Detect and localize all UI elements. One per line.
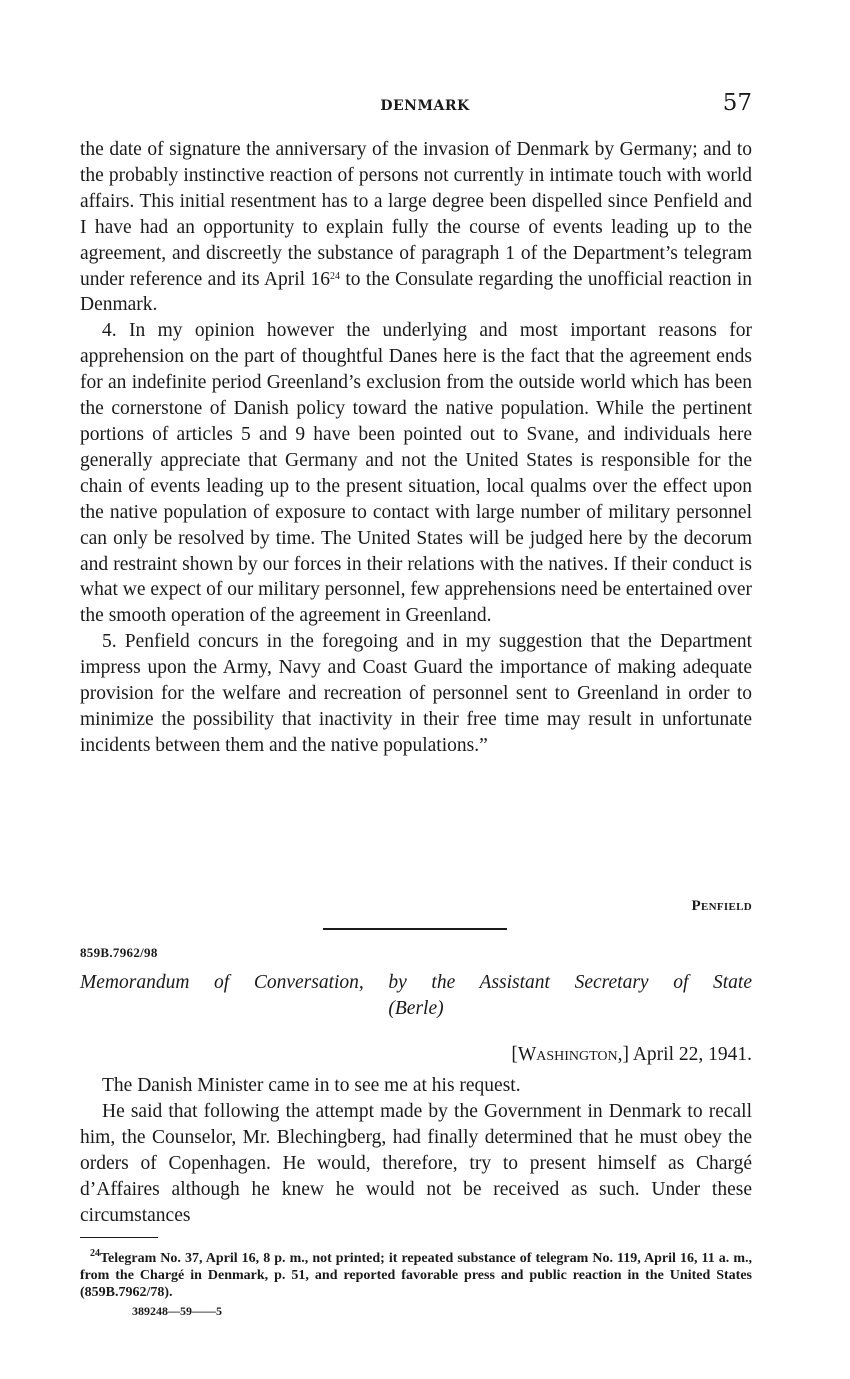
footnote-marker: 24: [90, 1248, 100, 1259]
memo-title-line: Memorandum of Conversation, by the Assistant Secretary of State: [80, 972, 752, 993]
memo-title: [80, 970, 752, 1022]
section-divider: [323, 928, 507, 930]
dateline-place: [Washington,]: [511, 1044, 630, 1065]
memo-paragraph-1: The Danish Minister came in to see me at his request.: [102, 1075, 521, 1096]
footnote-text: Telegram No. 37, April 16, 8 p. m., not printed; it repeated substance of telegram No. 119, April 16, 11 a. m., from the Chargé in Denmark, p. 51, and reported favorable press and public reaction in the United States (859B.7962/78).: [80, 1251, 752, 1300]
printer-mark: 389248—59——5: [132, 1304, 222, 1318]
paragraph-5: 5. Penfield concurs in the foregoing and in my suggestion that the Department impress upon the Army, Navy and Coast Guard the importance of making adequate provision for the welfare and recreation of personnel sent to Greenland in order to minimize the possibility that inactivity in their free time may result in unfortunate incidents between them and the native populations.”: [80, 631, 752, 756]
memo-body: [80, 1073, 752, 1229]
memo-paragraph-2: He said that following the attempt made by the Government in Denmark to recall him, the Counselor, Mr. Blechingberg, had finally determined that he must obey the orders of Copenhagen. He would, therefore, try to present himself as Chargé d’Affaires although he knew he would not be received as such. Under these circumstances: [80, 1101, 752, 1226]
footnote-rule: [80, 1237, 158, 1238]
dateline-date: April 22, 1941.: [629, 1044, 752, 1065]
paragraph-text: to the Consulate regarding the unofficial reaction in Denmark.: [80, 268, 752, 316]
page-number: 57: [722, 90, 752, 116]
running-title: DENMARK: [380, 98, 470, 114]
signature: Penfield: [691, 898, 752, 914]
paragraph-continued: [80, 137, 752, 318]
telegram-body: [80, 137, 752, 759]
file-number: 859B.7962/98: [80, 945, 158, 960]
dateline: [511, 1044, 752, 1066]
footnote: [80, 1250, 752, 1301]
memo-title-author: (Berle): [388, 998, 444, 1019]
footnote-reference: 24: [330, 270, 340, 282]
paragraph-text: the date of signature the anniversary of the invasion of Denmark by Germany; and to the probably instinctive reaction of persons not currently in intimate touch with world affairs. This initial resentment has to a large degree been dispelled since Penfield and I have had an opportunity to explain fully the course of events leading up to the agreement, and discreetly the substance of paragraph 1 of the Department’s telegram under reference and its April 16: [80, 139, 752, 290]
paragraph-4: 4. In my opinion however the underlying and most important reasons for apprehension on the part of thoughtful Danes here is the fact that the agreement ends for an indefinite period Greenland’s exclusion from the outside world which has been the cornerstone of Danish policy toward the native population. While the pertinent portions of articles 5 and 9 have been pointed out to Svane, and individuals here generally appreciate that Germany and not the United States is responsible for the chain of events leading up to the present situation, local qualms over the effect upon the native population of exposure to contact with large number of military personnel can only be resolved by time. The United States will be judged here by the decorum and restraint shown by our forces in their relations with the natives. If their conduct is what we expect of our military personnel, few apprehensions need be entertained over the smooth operation of the agreement in Greenland.: [80, 320, 752, 627]
